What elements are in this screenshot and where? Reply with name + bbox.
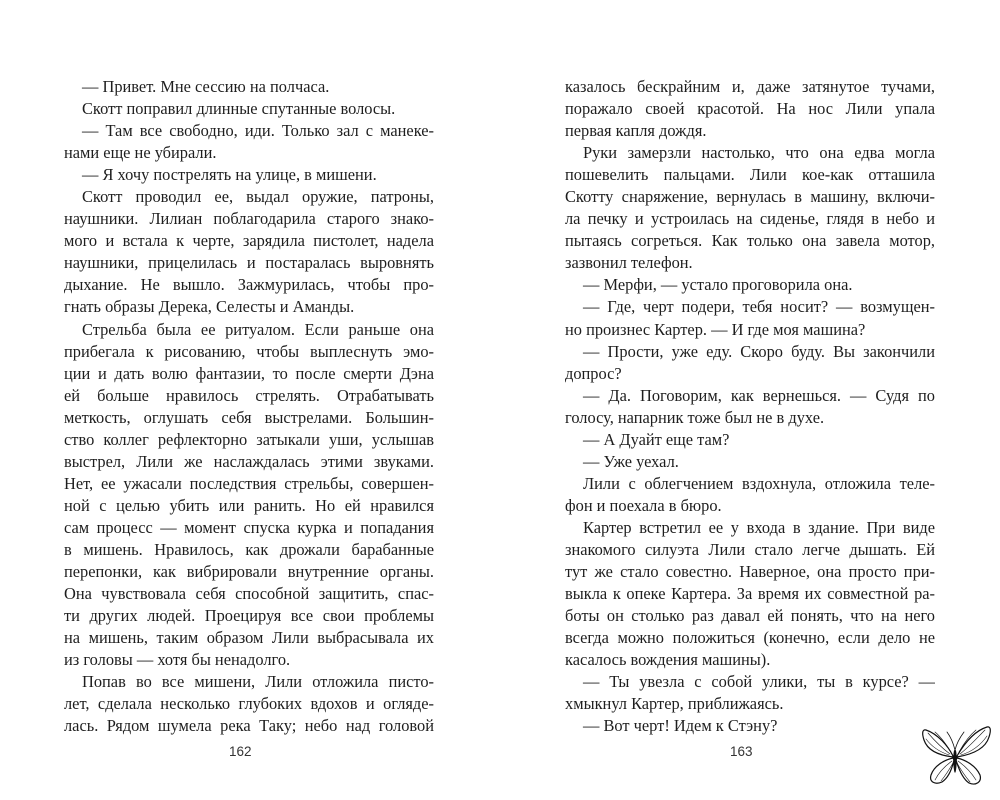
text-line: ство коллег рефлекторно затыкали уши, услышав xyxy=(64,429,434,449)
text-line: зазвонил телефон. xyxy=(565,253,693,273)
text-line: — Я хочу пострелять на улице, в мишени. xyxy=(82,165,377,185)
text-line: лась. Рядом шумела река Таку; небо над головой xyxy=(64,716,434,736)
text-line: казалось бескрайним и, даже затянутое тучами, xyxy=(565,77,935,96)
text-line: — Прости, уже еду. Скоро буду. Вы закончили xyxy=(583,341,935,361)
text-line: Руки замерзли настолько, что она едва могла xyxy=(583,143,935,163)
text-line: ции и дать волю фантазии, то после смерти Дэна xyxy=(64,363,434,383)
text-line: фон и поехала в бюро. xyxy=(565,495,722,515)
left-page-text xyxy=(64,76,434,737)
text-line: ти других людей. Проецируя все свои проблемы xyxy=(64,606,434,626)
text-line: всегда можно положиться (конечно, если дело не xyxy=(565,628,935,648)
text-line: Скотт поправил длинные спутанные волосы. xyxy=(82,99,396,119)
page-number-right: 163 xyxy=(730,744,753,759)
text-line: — Где, черт подери, тебя носит? — возмущен- xyxy=(583,297,935,317)
text-line: первая капля дождя. xyxy=(565,121,707,141)
text-line: Картер встретил ее у входа в здание. При виде xyxy=(583,517,935,537)
text-line: выкла к опеке Картера. За время их совместной ра- xyxy=(565,584,935,604)
text-line: — Вот черт! Идем к Стэну? xyxy=(583,716,778,736)
text-line: наушники. Лилиан поблагодарила старого знако- xyxy=(64,209,434,229)
text-line: поражало своей красотой. На нос Лили упала xyxy=(565,99,935,119)
text-line: сам процесс — момент спуска курка и попадания xyxy=(64,517,434,537)
text-line: допрос? xyxy=(565,363,622,383)
text-line: — Мерфи, — устало проговорила она. xyxy=(583,275,853,295)
text-line: ла печку и устроилась на сиденье, глядя в небо и xyxy=(565,209,935,229)
text-line: пошевелить пальцами. Лили кое-как отташила xyxy=(565,165,935,185)
text-line: перепонки, как вибрировали внутренние органы. xyxy=(64,562,434,582)
butterfly-icon xyxy=(920,722,992,792)
right-page-text xyxy=(565,76,935,737)
text-line: гнать образы Дерека, Селесты и Аманды. xyxy=(64,297,355,317)
text-line: Скотту снаряжение, вернулась в машину, включи- xyxy=(565,187,935,207)
text-line: нами еще не убирали. xyxy=(64,143,217,163)
text-line: — Ты увезла с собой улики, ты в курсе? — xyxy=(583,672,935,692)
text-line: Скотт проводил ее, выдал оружие, патроны, xyxy=(82,187,434,207)
text-line: знакомого силуэта Лили стало легче дышать. Ей xyxy=(565,539,935,559)
text-line: касалось вождения машины). xyxy=(565,650,771,670)
text-line: в мишень. Нравилось, как дрожали барабанные xyxy=(64,539,434,559)
text-line: лет, сделала несколько глубоких вдохов и огляде- xyxy=(64,694,434,714)
text-line: но произнес Картер. — И где моя машина? xyxy=(565,319,866,339)
text-line: — Привет. Мне сессию на полчаса. xyxy=(82,77,330,96)
text-line: ей больше нравилось стрелять. Отрабатывать xyxy=(64,385,434,405)
text-line: — Да. Поговорим, как вернешься. — Судя по xyxy=(583,385,935,405)
text-line: ной с целью убить или ранить. Но ей нравился xyxy=(64,495,434,515)
text-line: Она чувствовала себя способной защитить, спас- xyxy=(64,584,434,604)
text-line: выстрел, Лили же наслаждалась этими звуками. xyxy=(64,451,434,471)
page-number-left: 162 xyxy=(229,744,252,759)
text-line: мого и встала к черте, зарядила пистолет, надела xyxy=(64,231,434,251)
text-line: на мишень, таким образом Лили выбрасывала их xyxy=(64,628,434,648)
text-line: наушники, прицелилась и постаралась выровнять xyxy=(64,253,434,273)
text-line: пытаясь согреться. Как только она завела мотор, xyxy=(565,231,935,251)
text-line: из головы — хотя бы ненадолго. xyxy=(64,650,291,670)
text-line: Попав во все мишени, Лили отложила писто- xyxy=(82,672,434,692)
text-line: тут же стало совестно. Наверное, она просто при- xyxy=(565,562,935,582)
text-line: прибегала к рисованию, чтобы выплеснуть эмо- xyxy=(64,341,434,361)
text-line: хмыкнул Картер, приближаясь. xyxy=(565,694,784,714)
text-line: — Там все свободно, иди. Только зал с манеке- xyxy=(82,121,434,141)
text-line: Лили с облегчением вздохнула, отложила теле- xyxy=(583,473,935,493)
text-line: Стрельба была ее ритуалом. Если раньше она xyxy=(82,319,434,339)
text-line: Нет, ее ужасали последствия стрельбы, совершен- xyxy=(64,473,434,493)
text-line: — Уже уехал. xyxy=(583,451,679,471)
text-line: боты он столько раз давал ей понять, что на него xyxy=(565,606,935,626)
text-line: голосу, напарник тоже был не в духе. xyxy=(565,407,825,427)
text-line: дыхание. Не вышло. Зажмурилась, чтобы про- xyxy=(64,275,434,295)
text-line: меткость, оглушать себя выстрелами. Большин- xyxy=(64,407,434,427)
text-line: — А Дуайт еще там? xyxy=(583,429,730,449)
